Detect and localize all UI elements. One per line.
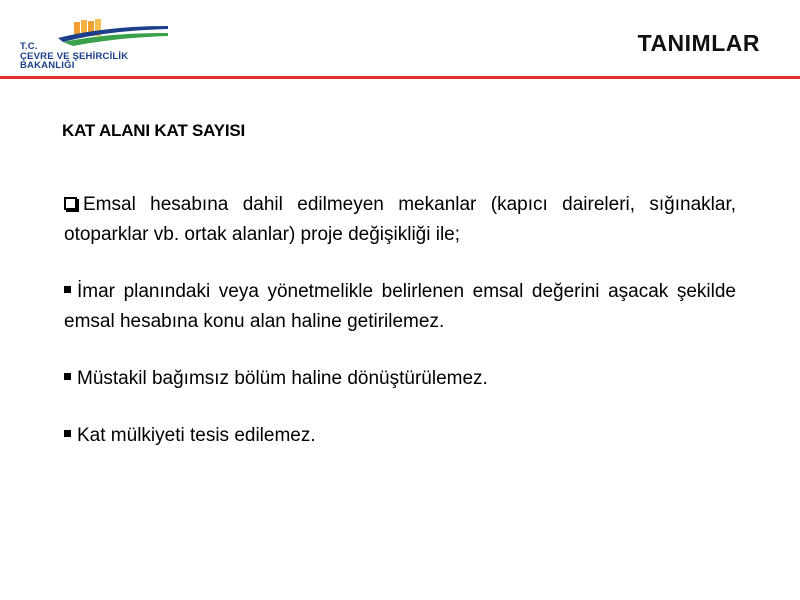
list-item xyxy=(64,364,736,394)
content-body xyxy=(64,190,736,451)
page-title: TANIMLAR xyxy=(637,30,760,56)
header-divider xyxy=(0,76,800,79)
logo-text xyxy=(20,42,128,71)
intro-paragraph xyxy=(64,190,736,250)
checkbox-bullet-icon xyxy=(64,197,77,210)
square-bullet-icon xyxy=(64,373,71,380)
ministry-logo xyxy=(18,18,178,74)
list-item xyxy=(64,277,736,337)
list-item-text: Müstakil bağımsız bölüm haline dönüştürülemez. xyxy=(77,368,488,389)
logo-line-bakanligi: BAKANLIĞI xyxy=(20,60,75,71)
list-item xyxy=(64,421,736,451)
list-item-text: Kat mülkiyeti tesis edilemez. xyxy=(77,425,316,446)
intro-text: Emsal hesabına dahil edilmeyen mekanlar (kapıcı daireleri, sığınaklar, otoparklar vb. ortak alanlar) proje değişikliği ile; xyxy=(64,194,736,245)
section-title: KAT ALANI KAT SAYISI xyxy=(62,121,246,140)
square-bullet-icon xyxy=(64,430,71,437)
square-bullet-icon xyxy=(64,286,71,293)
logo-line-tc: T.C. xyxy=(20,41,38,52)
list-item-text: İmar planındaki veya yönetmelikle belirlenen emsal değerini aşacak şekilde emsal hesabına konu alan haline getirilemez. xyxy=(64,281,736,332)
logo-line-ministry: ÇEVRE VE ŞEHİRCİLİK xyxy=(20,50,129,62)
